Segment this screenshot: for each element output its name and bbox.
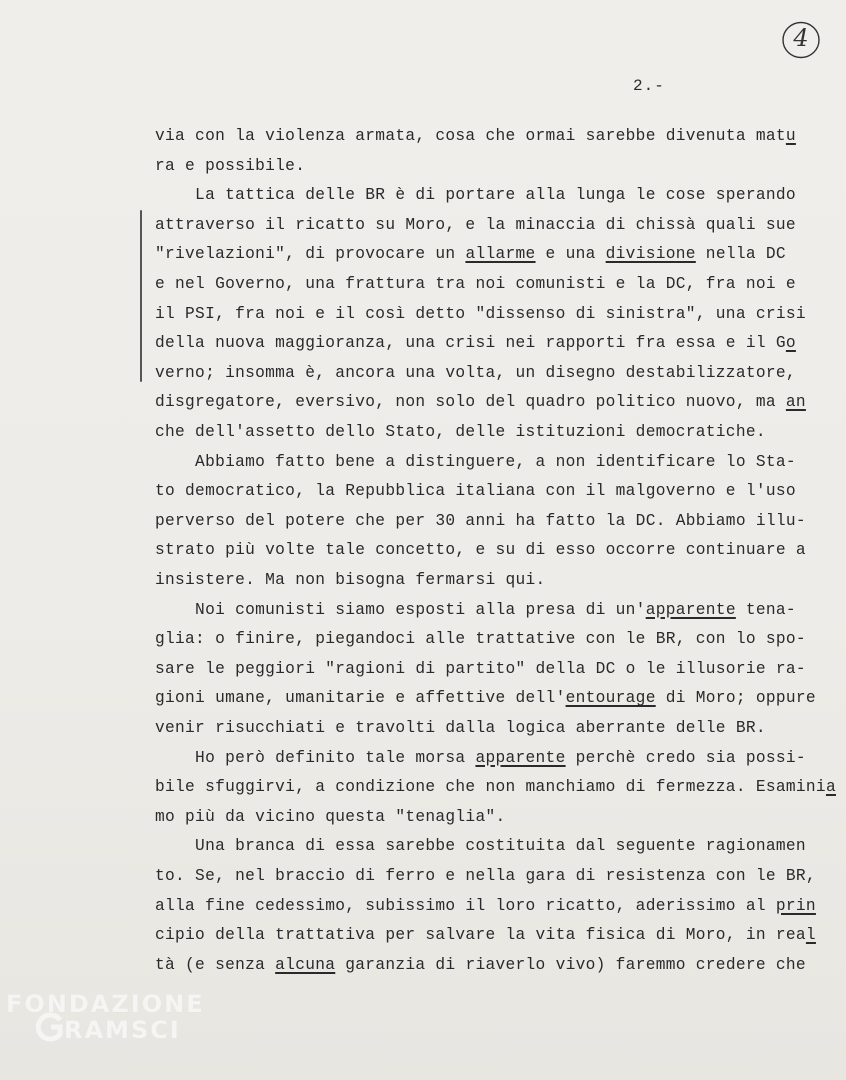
line-text: venir risucchiati e travolti dalla logica aberrante delle BR. [155, 719, 766, 737]
line-text: verno; insomma è, ancora una volta, un disegno destabilizzatore, [155, 363, 796, 382]
line-text: Una branca di essa sarebbe costituita dal seguente ragionamen [155, 837, 806, 856]
underlined-word: allarme [465, 245, 536, 264]
text-line [155, 511, 806, 531]
line-text: ra e possibile. [155, 156, 306, 175]
line-text: che dell'assetto dello Stato, delle istituzioni democratiche. [155, 423, 766, 441]
text-line [155, 866, 816, 886]
line-text: to democratico, la Repubblica italiana con il malgoverno e l'uso [155, 482, 796, 501]
line-text: to. Se, nel braccio di ferro e nella gara di resistenza con le BR, [155, 867, 816, 885]
text-line [155, 304, 806, 324]
text-line [155, 659, 806, 679]
underlined-word: l [805, 926, 816, 945]
text-line [155, 955, 806, 975]
watermark-line1: FONDAZIONE [6, 990, 205, 1018]
underlined-word: prin [775, 896, 816, 915]
text-line [155, 629, 806, 649]
text-line [155, 896, 816, 916]
text-line [155, 718, 766, 738]
text-line [155, 363, 796, 383]
watermark-g-icon [34, 1012, 64, 1042]
watermark-line2: RAMSCI [64, 1016, 181, 1044]
underlined-word: a [825, 778, 836, 797]
line-text: garanzia di riaverlo vivo) faremmo credere che [335, 955, 806, 974]
circled-page-number [781, 20, 821, 60]
line-text: perchè credo sia possi- [565, 748, 806, 767]
underlined-word: divisione [605, 245, 696, 264]
line-text: disgregatore, eversivo, non solo del quadro politico nuovo, ma [155, 393, 786, 412]
text-line [155, 540, 806, 560]
line-text: insistere. Ma non bisogna fermarsi qui. [155, 571, 546, 589]
text-line [155, 570, 546, 590]
line-text: il PSI, fra noi e il così detto "dissenso di sinistra", una crisi [155, 304, 806, 323]
text-line [155, 777, 836, 797]
underlined-word: an [785, 393, 806, 412]
line-text: gioni umane, umanitarie e affettive dell' [155, 689, 566, 708]
text-line [155, 600, 796, 620]
line-text: e una [535, 245, 606, 264]
text-line [155, 274, 796, 294]
line-text: via con la violenza armata, cosa che ormai sarebbe divenuta mat [155, 127, 786, 145]
text-line [155, 688, 816, 708]
line-text: cipio della trattativa per salvare la vita fisica di Moro, in rea [155, 926, 806, 945]
text-line [155, 156, 305, 176]
line-text: Ho però definito tale morsa [155, 748, 476, 767]
line-text: bile sfuggirvi, a condizione che non manchiamo di fermezza. Esamini [155, 778, 826, 797]
underlined-word: o [785, 334, 796, 353]
line-text: della nuova maggioranza, una crisi nei rapporti fra essa e il G [155, 334, 786, 353]
text-line [155, 925, 816, 945]
text-line [155, 392, 806, 412]
line-text: perverso del potere che per 30 anni ha fatto la DC. Abbiamo illu- [155, 511, 806, 530]
line-text: "rivelazioni", di provocare un [155, 245, 466, 264]
line-text: e nel Governo, una frattura tra noi comunisti e la DC, fra noi e [155, 275, 796, 293]
text-line [155, 185, 796, 205]
watermark-logo [6, 990, 216, 1070]
line-text: glia: o finire, piegandoci alle trattative con le BR, con lo spo- [155, 630, 806, 649]
text-line [155, 126, 796, 146]
margin-mark-line [140, 210, 142, 382]
underlined-word: alcuna [275, 955, 336, 974]
line-text: mo più da vicino questa "tenaglia". [155, 807, 506, 826]
underlined-word: u [785, 127, 796, 145]
text-line [155, 807, 506, 827]
line-text: La tattica delle BR è di portare alla lunga le cose sperando [155, 186, 796, 205]
line-text: sare le peggiori "ragioni di partito" della DC o le illusorie ra- [155, 659, 806, 678]
text-line [155, 215, 796, 235]
line-text: nella DC [695, 245, 786, 264]
circled-page-number-text: 4 [793, 24, 809, 52]
text-line [155, 481, 796, 501]
line-text: tà (e senza [155, 955, 276, 974]
line-text: Abbiamo fatto bene a distinguere, a non identificare lo Sta- [155, 452, 796, 471]
text-line [155, 244, 786, 264]
text-line [155, 452, 796, 472]
line-text: attraverso il ricatto su Moro, e la minaccia di chissà quali sue [155, 215, 796, 234]
underlined-word: entourage [565, 689, 656, 708]
line-text: Noi comunisti siamo esposti alla presa di un' [155, 600, 646, 619]
text-line [155, 748, 806, 768]
typed-page-number: 2.- [633, 77, 665, 95]
underlined-word: apparente [475, 748, 566, 767]
underlined-word: apparente [645, 600, 736, 619]
text-line [155, 333, 796, 353]
line-text: tena- [735, 600, 796, 619]
text-line [155, 836, 806, 856]
line-text: di Moro; oppure [655, 689, 816, 708]
line-text: alla fine cedessimo, subissimo il loro ricatto, aderissimo al [155, 896, 776, 915]
text-line [155, 422, 766, 442]
line-text: strato più volte tale concetto, e su di esso occorre continuare a [155, 541, 806, 560]
